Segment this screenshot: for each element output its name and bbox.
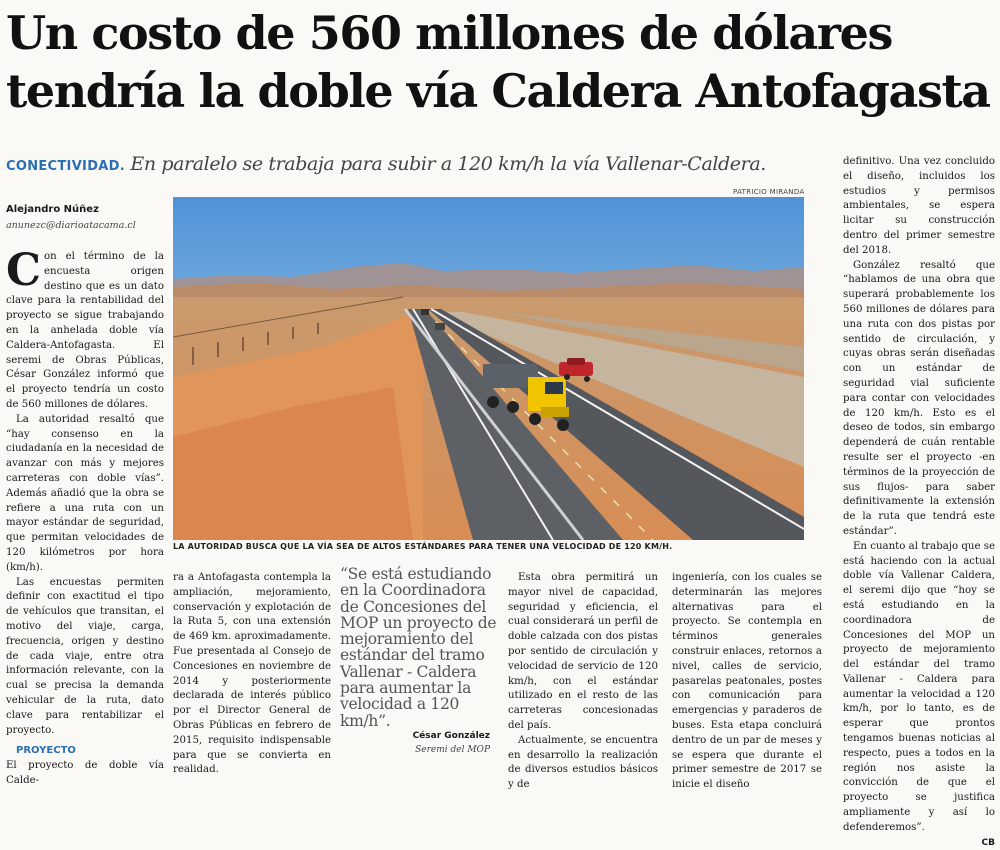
end-mark: CB — [981, 837, 995, 848]
article-column-2 — [173, 571, 331, 778]
article-column-6 — [843, 155, 995, 850]
highway-photo — [173, 197, 804, 540]
subheadline: En paralelo se trabaja para subir a 120 km/h la vía Vallenar-Caldera. — [130, 153, 766, 175]
paragraph: definitivo. Una vez concluido el diseño, incluidos los estudios y permisos ambientales, se espera licitar su construcción dentro del primer semestre del 2018. — [843, 156, 995, 256]
author-name: Alejandro Núñez — [6, 204, 99, 215]
quote-author-role: Seremi del MOP — [415, 745, 490, 755]
paragraph: Esta obra permitirá un mayor nivel de capacidad, seguridad y eficiencia, el cual considerará un perfil de doble calzada con dos pistas por sentido de circulación y velocidad de servicio de 120 km/h, con el estándar utilizado en el resto de las carreteras concesionadas del país. — [508, 572, 658, 731]
headline-line-2: tendría la doble vía Caldera Antofagasta — [6, 64, 990, 118]
photo-caption: LA AUTORIDAD BUSCA QUE LA VÍA SEA DE ALTOS ESTÁNDARES PARA TENER UNA VELOCIDAD DE 120 KM/H. — [173, 542, 673, 551]
photo-credit: PATRICIO MIRANDA — [733, 188, 805, 196]
headline — [6, 4, 996, 120]
paragraph: El proyecto de doble vía Calde- — [6, 760, 164, 786]
headline-line-1: Un costo de 560 millones de dólares — [6, 6, 892, 60]
article-column-4 — [508, 571, 658, 793]
paragraph: ra a Antofagasta contempla la ampliación, mejoramiento, conservación y explotación de la Ruta 5, con una extensión de 469 km. aproximadamente. Fue presentada al Consejo de Concesiones en noviembre de 2014 y posteriormente declarada de interés público por el Director General de Obras Públicas en febrero de 2015, requisito indispensable para que se convierta en realidad. — [173, 572, 331, 776]
drop-cap: C — [6, 245, 42, 296]
kicker — [6, 153, 766, 175]
paragraph: Actualmente, se encuentra en desarrollo la realización de diversos estudios básicos y de — [508, 734, 658, 791]
paragraph: La autoridad resaltó que “hay consenso en la ciudadanía en la necesidad de avanzar con más y mejores carreteras con doble vías”. Además añadió que la obra se refiere a una ruta con un mayor estándar de seguridad, que permitan velocidades de 120 kilómetros por hora (km/h). — [6, 413, 164, 573]
paragraph: En cuanto al trabajo que se está haciendo con la actual doble vía Vallenar Caldera, el seremi dijo que “hoy se está estudiando en la coordinadora de Concesiones del MOP un proyecto de mejoramiento del estándar del tramo Vallenar - Caldera para aumentar la velocidad a 120 km/h, por lo tanto, es de esperar que prontos tengamos buenas noticias al respecto, pues a todos en la región nos asiste la convicción de que el proyecto se justifica ampliamente y así lo defenderemos”. — [843, 540, 995, 833]
quote-author: César González — [412, 731, 490, 741]
article-column-1 — [6, 245, 164, 789]
author-email: anunezc@diarioatacama.cl — [6, 220, 136, 231]
section-subhead: PROYECTO — [16, 745, 76, 757]
article-column-5 — [672, 571, 822, 793]
highway-photo-illustration — [173, 197, 804, 540]
section-tag: CONECTIVIDAD. — [6, 159, 125, 174]
pull-quote: “Se está estudiando en la Coordinadora de Concesiones del MOP un proyecto de mejoramiento del estándar del tramo Vallenar - Caldera para aumentar la velocidad a 120 km/h”. — [340, 565, 497, 730]
paragraph: ingeniería, con los cuales se determinarán las mejores alternativas para el proyecto. Se contempla en términos generales construir enlaces, retornos a nivel, calles de servicio, pasarelas peatonales, postes con comunicación para emergencias y paraderos de buses. Esta etapa concluirá dentro de un par de meses y se espera que durante el primer semestre de 2017 se inicie el diseño — [672, 572, 822, 791]
paragraph: Con el término de la encuesta origen destino que es un dato clave para la rentabilidad del proyecto se sigue trabajando en la anhelada doble vía Caldera-Antofagasta. El seremi de Obras Públicas, César González informó que el proyecto tendría un costo de 560 millones de dólares. — [6, 245, 164, 410]
paragraph: González resaltó que “hablamos de una obra que superará probablemente los 560 millones de dólares para una ruta con dos pistas por sentido de circulación, y cuyas obras serán diseñadas con un estándar de seguridad vial suficiente para contar con velocidades de 120 km/h. Esto es el deseo de todos, sin embargo dependerá de cuán rentable resulte ser el proyecto -en términos de la proyección de sus flujos- para saber definitivamente la extensión de la ruta que tendrá este estándar”. — [843, 259, 995, 537]
paragraph: Las encuestas permiten definir con exactitud el tipo de vehículos que transitan, el motivo del viaje, carga, frecuencia, origen y destino de cada viaje, entre otra información relevante, con la cual se precisa la demanda vehicular de la ruta, dato clave para rentabilizar el proyecto. — [6, 576, 164, 736]
